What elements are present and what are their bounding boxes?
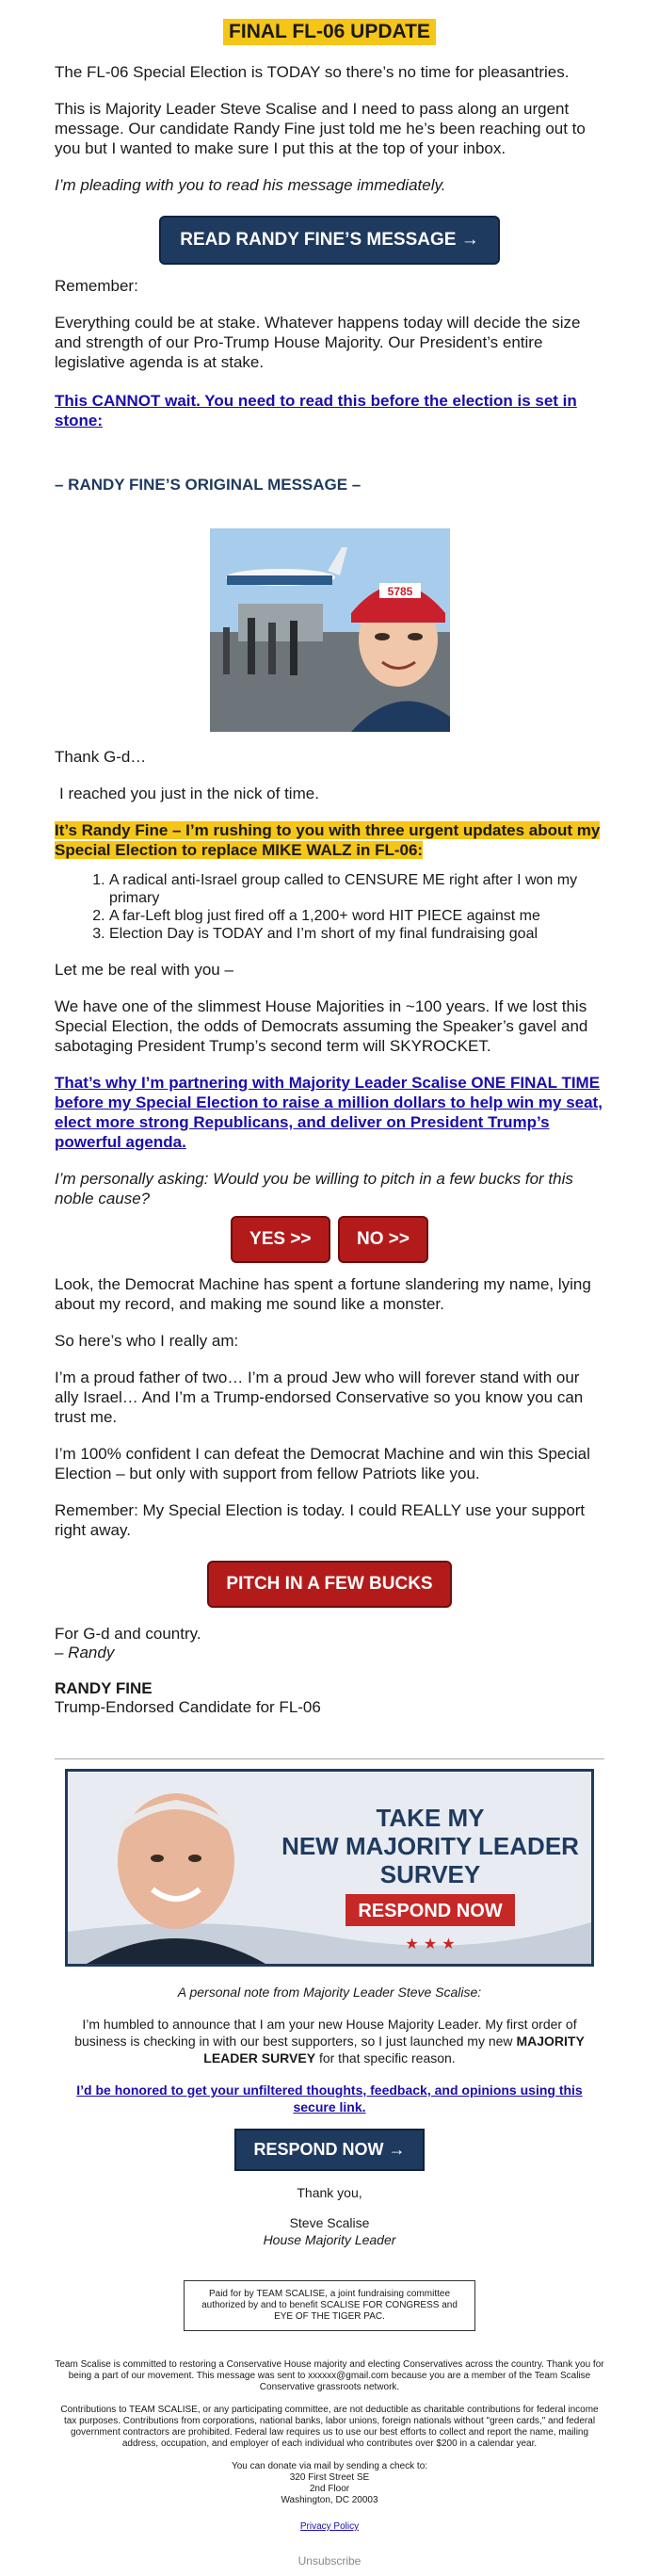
paid-for-box: Paid for by TEAM SCALISE, a joint fundraising committee authorized by and to benefit SCALISE FOR CONGRESS and EYE OF THE TIGER PAC. bbox=[184, 2280, 475, 2331]
intro-paragraph-stakes: Everything could be at stake. Whatever happens today will decide the size and strength of our Pro-Trump House Majority. Our President’s entire legislative agenda is at stake. bbox=[55, 314, 581, 371]
survey-body bbox=[55, 2016, 604, 2066]
closing-line: For G-d and country. bbox=[55, 1625, 201, 1643]
hat-text: 5785 bbox=[387, 585, 412, 598]
banner-art bbox=[68, 1772, 591, 1964]
intro-paragraph-1: The FL-06 Special Election is TODAY so there’s no time for pleasantries. bbox=[55, 63, 570, 81]
intro-paragraph-2: This is Majority Leader Steve Scalise and I need to pass along an urgent message. Our candidate Randy Fine just told me he’s been reaching out to you but I wanted to make sure I put this at the top of your inbox. bbox=[55, 100, 586, 157]
nick-of-time: I reached you just in the nick of time. bbox=[59, 785, 319, 802]
survey-sig-name: Steve Scalise bbox=[289, 2215, 370, 2230]
banner-line-3: SURVEY bbox=[379, 1860, 481, 1888]
banner-button-label: RESPOND NOW bbox=[358, 1901, 503, 1921]
pitch-in-button[interactable]: PITCH IN A FEW BUCKS bbox=[207, 1561, 451, 1608]
urgent-updates-list bbox=[109, 871, 604, 943]
email-headline: FINAL FL-06 UPDATE bbox=[223, 19, 436, 45]
survey-thanks: Thank you, bbox=[297, 2185, 362, 2200]
banner-line-1: TAKE MY bbox=[376, 1804, 485, 1832]
banner-stars: ★ ★ ★ bbox=[405, 1935, 456, 1952]
cannot-wait-link[interactable]: This CANNOT wait. You need to read this before the election is set in stone: bbox=[55, 392, 577, 429]
photo-illustration bbox=[210, 528, 450, 732]
yes-button[interactable]: YES >> bbox=[231, 1216, 330, 1263]
address-line-1: 320 First Street SE bbox=[289, 2472, 370, 2483]
thank-god: Thank G-d… bbox=[55, 748, 147, 766]
headline-container bbox=[55, 0, 604, 45]
committed-text: Team Scalise is committed to restoring a Conservative House majority and electing Conservatives across the country. Thank you for being a part of our movement. This message was sent to xxxxxx@gmail.com because you are a member of the Team Scalise Conservative grassroots network. bbox=[55, 2359, 604, 2392]
intro-plea: I’m pleading with you to read his message immediately. bbox=[55, 176, 446, 194]
signature-role: Trump-Endorsed Candidate for FL-06 bbox=[55, 1698, 321, 1716]
list-item: 3. Election Day is TODAY and I’m short of my final fundraising goal bbox=[109, 925, 604, 943]
unsubscribe-link[interactable]: Unsubscribe bbox=[297, 2554, 362, 2568]
who-i-am: So here’s who I really am: bbox=[55, 1332, 239, 1350]
signature-name: RANDY FINE bbox=[55, 1679, 153, 1697]
survey-body-pre: I’m humbled to announce that I am your new House Majority Leader. My first order of business is checking in with our best supporters, so I just launched my new bbox=[74, 2017, 577, 2049]
survey-body-bold: MAJORITY LEADER SURVEY bbox=[203, 2033, 585, 2066]
yes-no-buttons bbox=[55, 1216, 604, 1263]
address-line-3: Washington, DC 20003 bbox=[281, 2495, 378, 2505]
proud-father-paragraph: I’m a proud father of two… I’m a proud Jew who will forever stand with our ally Israel… And I’m a Trump-endorsed Conservative so you know you can trust me. bbox=[55, 1369, 584, 1426]
partnering-link[interactable]: That’s why I’m partnering with Majority Leader Scalise ONE FINAL TIME before my Special Election to raise a million dollars to help win my seat, elect more strong Republicans, and deliver on President Trump’s powerful agenda. bbox=[55, 1074, 603, 1151]
survey-banner[interactable] bbox=[65, 1769, 594, 1967]
personal-ask: I’m personally asking: Would you be willing to pitch in a few bucks for this noble cause? bbox=[55, 1170, 573, 1207]
respond-button-container bbox=[55, 2129, 604, 2171]
mail-address-block bbox=[55, 2461, 604, 2506]
personal-note: A personal note from Majority Leader Steve Scalise: bbox=[177, 1985, 482, 2000]
banner-line-2: NEW MAJORITY LEADER bbox=[281, 1832, 579, 1860]
signoff: – Randy bbox=[55, 1644, 115, 1661]
pitch-button-container bbox=[55, 1561, 604, 1608]
section-divider bbox=[55, 1758, 604, 1759]
address-line-2: 2nd Floor bbox=[309, 2484, 350, 2494]
no-button[interactable]: NO >> bbox=[338, 1216, 428, 1263]
survey-body-post: for that specific reason. bbox=[315, 2050, 456, 2066]
election-today-paragraph: Remember: My Special Election is today. I could REALLY use your support right away. bbox=[55, 1501, 586, 1539]
confident-paragraph: I’m 100% confident I can defeat the Democrat Machine and win this Special Election – but only with support from fellow Patriots like you. bbox=[55, 1445, 590, 1482]
survey-secure-link[interactable]: I’d be honored to get your unfiltered thoughts, feedback, and opinions using this secure link. bbox=[76, 2082, 583, 2114]
signature-block bbox=[55, 1679, 604, 1717]
slim-majority-paragraph: We have one of the slimmest House Majorities in ~100 years. If we lost this Special Election, the odds of Democrats assuming the Speaker’s gavel and sabotaging President Trump’s second term will SKYROCKET. bbox=[55, 997, 588, 1055]
remember-label: Remember: bbox=[55, 277, 138, 295]
respond-now-button[interactable]: RESPOND NOW → bbox=[234, 2129, 424, 2171]
list-item: 2. A far-Left blog just fired off a 1,200+ word HIT PIECE against me bbox=[109, 907, 604, 925]
read-button-container bbox=[55, 195, 604, 265]
randy-fine-selfie-photo bbox=[210, 528, 450, 732]
urgent-updates-highlight: It’s Randy Fine – I’m rushing to you with three urgent updates about my Special Election to replace MIKE WALZ in FL-06: bbox=[55, 821, 601, 859]
list-item: 1. A radical anti-Israel group called to CENSURE ME right after I won my primary bbox=[109, 871, 604, 907]
slander-paragraph: Look, the Democrat Machine has spent a fortune slandering my name, lying about my record, and making me sound like a monster. bbox=[55, 1275, 591, 1313]
survey-sig-title: House Majority Leader bbox=[263, 2232, 396, 2247]
read-randy-fine-message-button[interactable]: READ RANDY FINE’S MESSAGE → bbox=[159, 216, 499, 265]
closing-block bbox=[55, 1625, 604, 1662]
real-with-you: Let me be real with you – bbox=[55, 961, 233, 979]
contributions-text: Contributions to TEAM SCALISE, or any participating committee, are not deductible as charitable contributions for federal income tax purposes. Contributions from corporations, national banks, labor unions, foreign nationals without "green cards," and federal government contractors are prohibited. Federal law requires us to use our best efforts to collect and report the name, mailing address, occupation, and employer of each individual who contributes over $200 in a calendar year. bbox=[60, 2405, 599, 2449]
privacy-policy-link[interactable]: Privacy Policy bbox=[299, 2521, 360, 2532]
original-message-title: – RANDY FINE’S ORIGINAL MESSAGE – bbox=[55, 476, 362, 494]
mail-intro: You can donate via mail by sending a check to: bbox=[231, 2461, 428, 2471]
